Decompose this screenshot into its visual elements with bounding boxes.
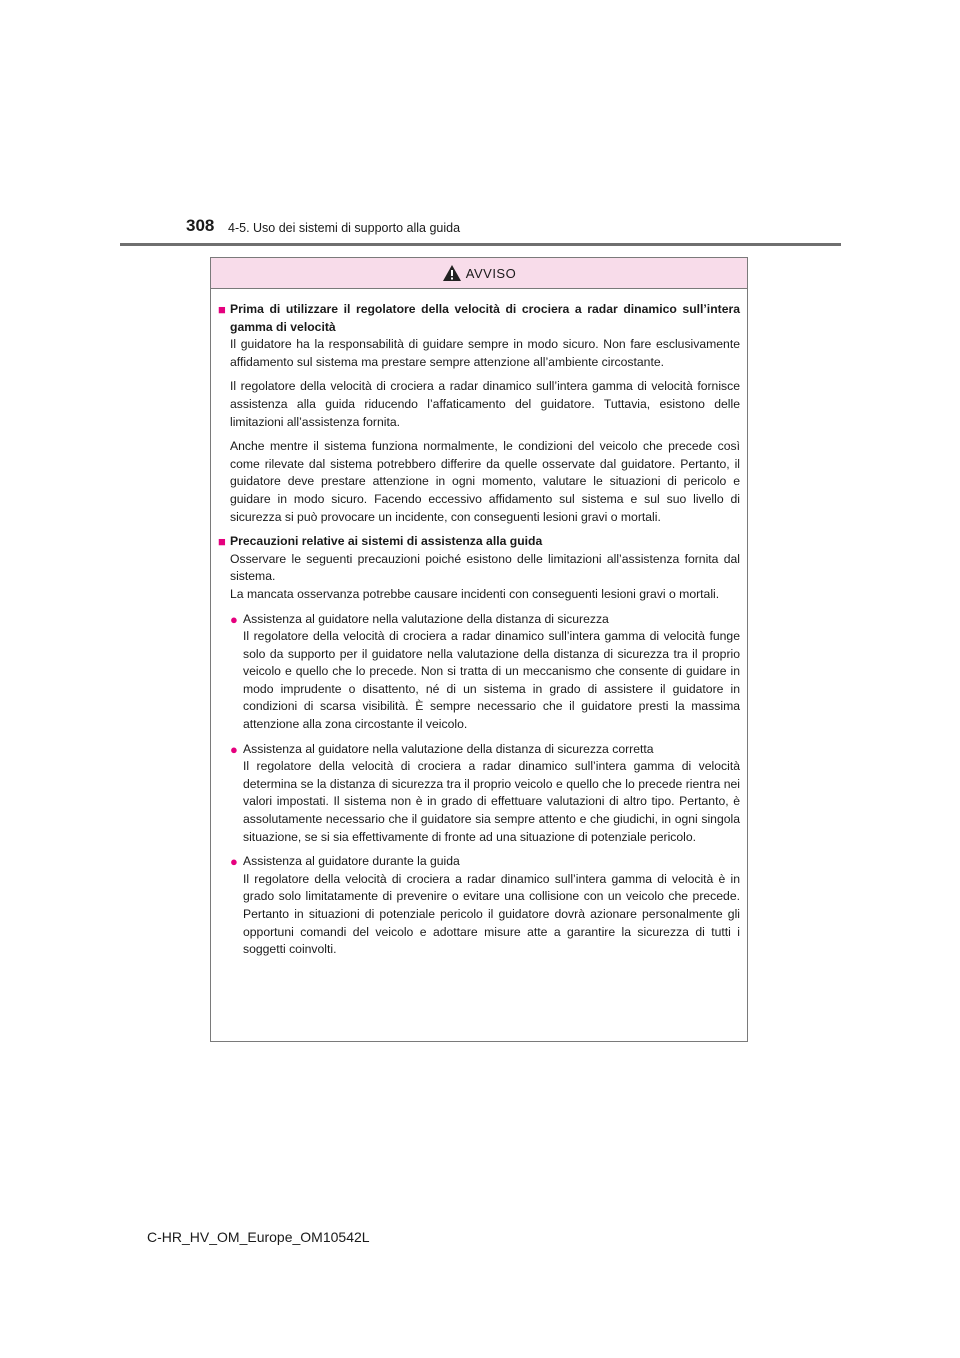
topic-title: ■ Prima di utilizzare il regolatore della velocità di crociera a radar dinamico sull’intera gamma di velocità	[218, 301, 740, 336]
paragraph: Il guidatore ha la responsabilità di guidare sempre in modo sicuro. Non fare esclusivamente affidamento sul sistema ma prestare sempre attenzione all’ambiente circostante.	[230, 337, 740, 369]
bullet-title: Assistenza al guidatore nella valutazione della distanza di sicurezza	[243, 611, 609, 626]
page-number: 308	[186, 216, 215, 235]
topic-title: ■ Precauzioni relative ai sistemi di assistenza alla guida	[218, 534, 543, 550]
footer-code: C-HR_HV_OM_Europe_OM10542L	[147, 1229, 370, 1245]
bullet-text: Il regolatore della velocità di crociera a radar dinamico sull’intera gamma di velocità è in grado solo limitatamente di prevenire o evitare una collisione con un veicolo che precede. Pertanto in situazioni di potenziale pericolo il guidatore dovrà azionare personalmente gli opportuni comandi del veicolo e adottare misure atte a garantire la sicurezza di tutti i soggetti coinvolti.	[243, 871, 740, 957]
bullet-title: Assistenza al guidatore durante la guida	[243, 854, 460, 869]
warning-triangle-icon	[442, 264, 462, 282]
warning-header	[211, 258, 747, 289]
warning-topic	[218, 301, 740, 526]
square-bullet-icon: ■	[218, 302, 226, 317]
bullet-text: Il regolatore della velocità di crociera a radar dinamico sull’intera gamma di velocità funge solo da supporto per il guidatore nella valutazione della distanza di sicurezza tra il proprio veicolo e quello che lo precede. Non si tratta di un meccanismo che consente di guidare in modo imprudente o disattento, né di un sistema in grado di assistere il guidatore in condizioni di scarsa visibilità. È sempre necessario che il guidatore presti la massima attenzione alla zona circostante il veicolo.	[243, 629, 740, 732]
paragraph: Anche mentre il sistema funziona normalmente, le condizioni del veicolo che precede così come rilevate dal sistema potrebbero differire da quelle osservate dal guidatore. Pertanto, il guidatore deve prestare attenzione in ogni momento, valutare le situazioni di pericolo e guidare in modo sicuro. Facendo eccessivo affidamento sul sistema e sul suo livello di sicurezza si può provocare un incidente, con conseguenti lesioni gravi o mortali.	[230, 439, 740, 524]
bullet-title: Assistenza al guidatore nella valutazione della distanza di sicurezza corretta	[243, 741, 654, 756]
header-rule	[120, 243, 841, 246]
bullet-item	[230, 853, 740, 959]
bullet-item	[230, 741, 740, 847]
paragraph	[230, 551, 740, 604]
section-title: 4-5. Uso dei sistemi di supporto alla guida	[228, 221, 461, 235]
warning-box	[210, 257, 748, 1042]
circle-bullet-icon: ●	[230, 611, 238, 627]
paragraph: Il regolatore della velocità di crociera a radar dinamico sull’intera gamma di velocità fornisce assistenza alla guida riducendo l’affaticamento del guidatore. Tuttavia, esistono delle limitazioni all’assistenza fornita.	[230, 379, 740, 429]
bullet-item	[230, 611, 740, 734]
circle-bullet-icon: ●	[230, 854, 238, 870]
circle-bullet-icon: ●	[230, 741, 238, 757]
bullet-text: Il regolatore della velocità di crociera a radar dinamico sull’intera gamma di velocità determina se la distanza di sicurezza tra il proprio veicolo e quello che lo precede rientra nei valori impostati. Il sistema non è in grado di effettuare valutazioni di altro tipo. Pertanto, è assolutamente necessario che il guidatore sia sempre attento e che giudichi, in ogni singola situazione, se si sia effettivamente di fronte ad una situazione di potenziale pericolo.	[243, 759, 740, 844]
warning-body	[211, 289, 747, 959]
paragraph-line: La mancata osservanza potrebbe causare incidenti con conseguenti lesioni gravi o mortali.	[230, 586, 720, 601]
square-bullet-icon: ■	[218, 534, 226, 550]
warning-label: AVVISO	[465, 265, 517, 281]
warning-topic	[218, 533, 740, 959]
paragraph-line: Osservare le seguenti precauzioni poiché esistono delle limitazioni all’assistenza fornita dal sistema.	[230, 551, 740, 584]
